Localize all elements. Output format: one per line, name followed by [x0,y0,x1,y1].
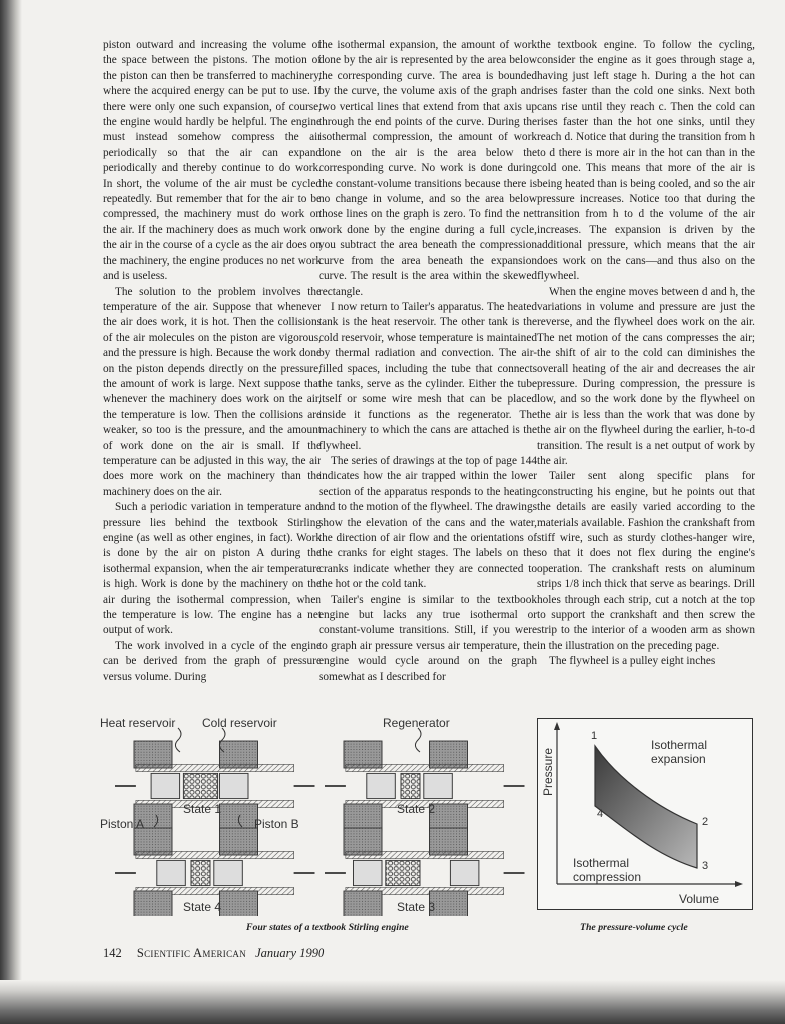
paragraph: the textbook engine. To follow the cycling, consider the engine as it goes through stage a, having just left stage h. During a the hot can rises faster than the cold one sinks. Next both cans rise until they reach c. Then the cold can rises faster than the hot one sinks, until they reach d. Notice that during the transition from h to d there is more air in the hot can than in the cold one. This means that more of the air is being heated than is being cooled, and so the air pressure increases. Notice too that during the transition from h to d the volume of the air increases. The expansion is driven by the additional pressure, which means that the air does work on the cans—and thus also on the flywheel. [537,39,755,283]
scan-bottom-edge [0,980,785,1024]
engine-state-2 [325,741,525,831]
paragraph: Tailer sent along specific plans for constructing his engine, but he points out that the details are easily varied according to the materials available. Fashion the crankshaft from stiff wire, such as sturdy clothes-hanger wire, so that it does not flex during the engine's operation. The crankshaft rests on aluminum strips 1/8 inch thick that serve as bearings. Drill holes through each strip, cut a notch at the top to support the crankshaft and then screw the strip to the interior of a wooden arm as shown in the illustration on the preceding page. [537,470,755,652]
pv-cycle-drawing [537,718,753,910]
piston-b-label: Piston B [254,817,299,831]
heat-reservoir-leader [175,728,181,752]
magazine-name: Scientific American [136,946,246,960]
paragraph: Such a periodic variation in temperature and pressure lies behind the textbook Stirling engine (as well as other engines, in fact). Work is done by the air on piston A during the isothermal expansion, when the air temperature is high. Work is done by the machinery on the air during the isothermal compression, when the temperature is low. The engine has a net output of work. [103,501,321,637]
paragraph: Tailer's engine is similar to the textbook engine but lacks any true isothermal or constant-volume transitions. Still, if you were to graph air pressure versus air temperature, the engine would cycle around on the graph somewhat as I described for [319,593,537,683]
article-column-3 [537,38,755,670]
point-1-label: 1 [591,730,598,742]
engine-figure-caption: Four states of a textbook Stirling engine [246,922,409,933]
volume-axis-label: Volume [679,892,720,906]
page-binding-shadow [0,0,22,1024]
isothermal-expansion-label-line2: expansion [651,752,706,766]
isothermal-expansion-label-line1: Isothermal [651,738,708,752]
isothermal-compression-label-line1: Isothermal [573,856,630,870]
heat-reservoir-label: Heat reservoir [100,716,176,730]
point-3-label: 3 [702,860,709,872]
paragraph: The work involved in a cycle of the engine can be derived from the graph of pressure versus volume. During [103,639,321,683]
paragraph: the isothermal expansion, the amount of work done by the air is represented by the area below the corresponding curve. The area is bounded by the curve, the volume axis of the graph and two vertical lines that extend from that axis up through the end points of the curve. During the isothermal compression, the amount of work done on the air is the area below the corresponding curve. No work is done during the constant-volume transitions because there is no change in volume, and so the area below those lines on the graph is zero. To find the net work done by the engine during a full cycle, you subtract the area beneath the compression curve from the area beneath the expansion curve. The result is the area within the skewed rectangle. [319,39,537,298]
regenerator-leader [415,728,421,752]
pressure-axis-label: Pressure [541,747,555,796]
regenerator-label: Regenerator [383,716,450,730]
pv-figure-caption: The pressure-volume cycle [580,922,688,933]
state-3-label: State 3 [397,900,436,914]
state-1-label: State 1 [183,802,222,816]
state-4-label: State 4 [183,900,222,914]
paragraph: The solution to the problem involves the temperature of the air. Suppose that whenever the air does work, it is hot. Then the collisions of the air molecules on the piston are vigorous, and the pressure is high. Because the work done on the piston depends directly on the pressure, the amount of work is large. Next suppose that whenever the machinery does work on the air, the temperature is low. Then the collisions are weaker, so too is the pressure, and the amount of work done on the air is small. If the temperature can be adjusted in this way, the air does more work on the machinery than the machinery does on the air. [103,285,321,498]
point-4-label: 4 [597,808,604,820]
paragraph: I now return to Tailer's apparatus. The heated tank is the heat reservoir. The other tank is the cold reservoir, whose temperature is maintained by thermal radiation and convection. The air-filled spaces, including the tube that connects the tanks, serve as the cylinder. Either the tube itself or some wire mesh that can be placed inside it functions as the regenerator. The machinery to which the cans are attached is the flywheel. [319,300,537,452]
engine-states-drawing [100,716,530,916]
paragraph: The series of drawings at the top of page 144 indicates how the air trapped within the lower section of the apparatus responds to the heating and to the motion of the flywheel. The drawings show the elevation of the cans and the water, the direction of air flow and the orientations of the cranks for eight stages. The labels on the cranks indicate whether they are connected to the hot or the cold tank. [319,454,537,591]
pv-cycle-figure [537,718,753,910]
article-column-1 [103,38,321,685]
paragraph: The flywheel is a pulley eight inches [549,655,716,668]
paragraph: When the engine moves between d and h, the variations in volume and pressure are just the reverse, and the flywheel does work on the air. The net motion of the cans compresses the air; the shift of air to the cold can diminishes the overall heating of the air and decreases the air pressure. During compression, the pressure is low, and so the work done by the flywheel on the air is less than the work that was done by the air on the flywheel during the earlier, h-to-d transition. The result is a net output of work by the air. [537,285,755,467]
issue-date: January 1990 [255,946,325,960]
page-number: 142 [103,946,122,960]
article-column-2 [319,38,537,685]
isothermal-compression-label-line2: compression [573,870,642,884]
state-2-label: State 2 [397,802,436,816]
page-footer [103,946,324,961]
engine-states-figure [100,716,530,916]
point-2-label: 2 [702,816,709,828]
cold-reservoir-label: Cold reservoir [202,716,277,730]
paragraph: piston outward and increasing the volume of the space between the pistons. The motion of the piston can then be transferred to machinery, where the acquired energy can be put to use. If there were only one such expansion, of course, the engine would hardly be helpful. The engine must instead somehow compress the air periodically so that the air can expand periodically and thereby continue to do work. In short, the volume of the air must be cycled repeatedly. But remember that for the air to be compressed, the machinery must do work on the air. If the machinery does as much work on the air in the course of a cycle as the air does on the machinery, the engine produces no net work and is useless. [103,39,321,283]
piston-a-label: Piston A [100,817,145,831]
